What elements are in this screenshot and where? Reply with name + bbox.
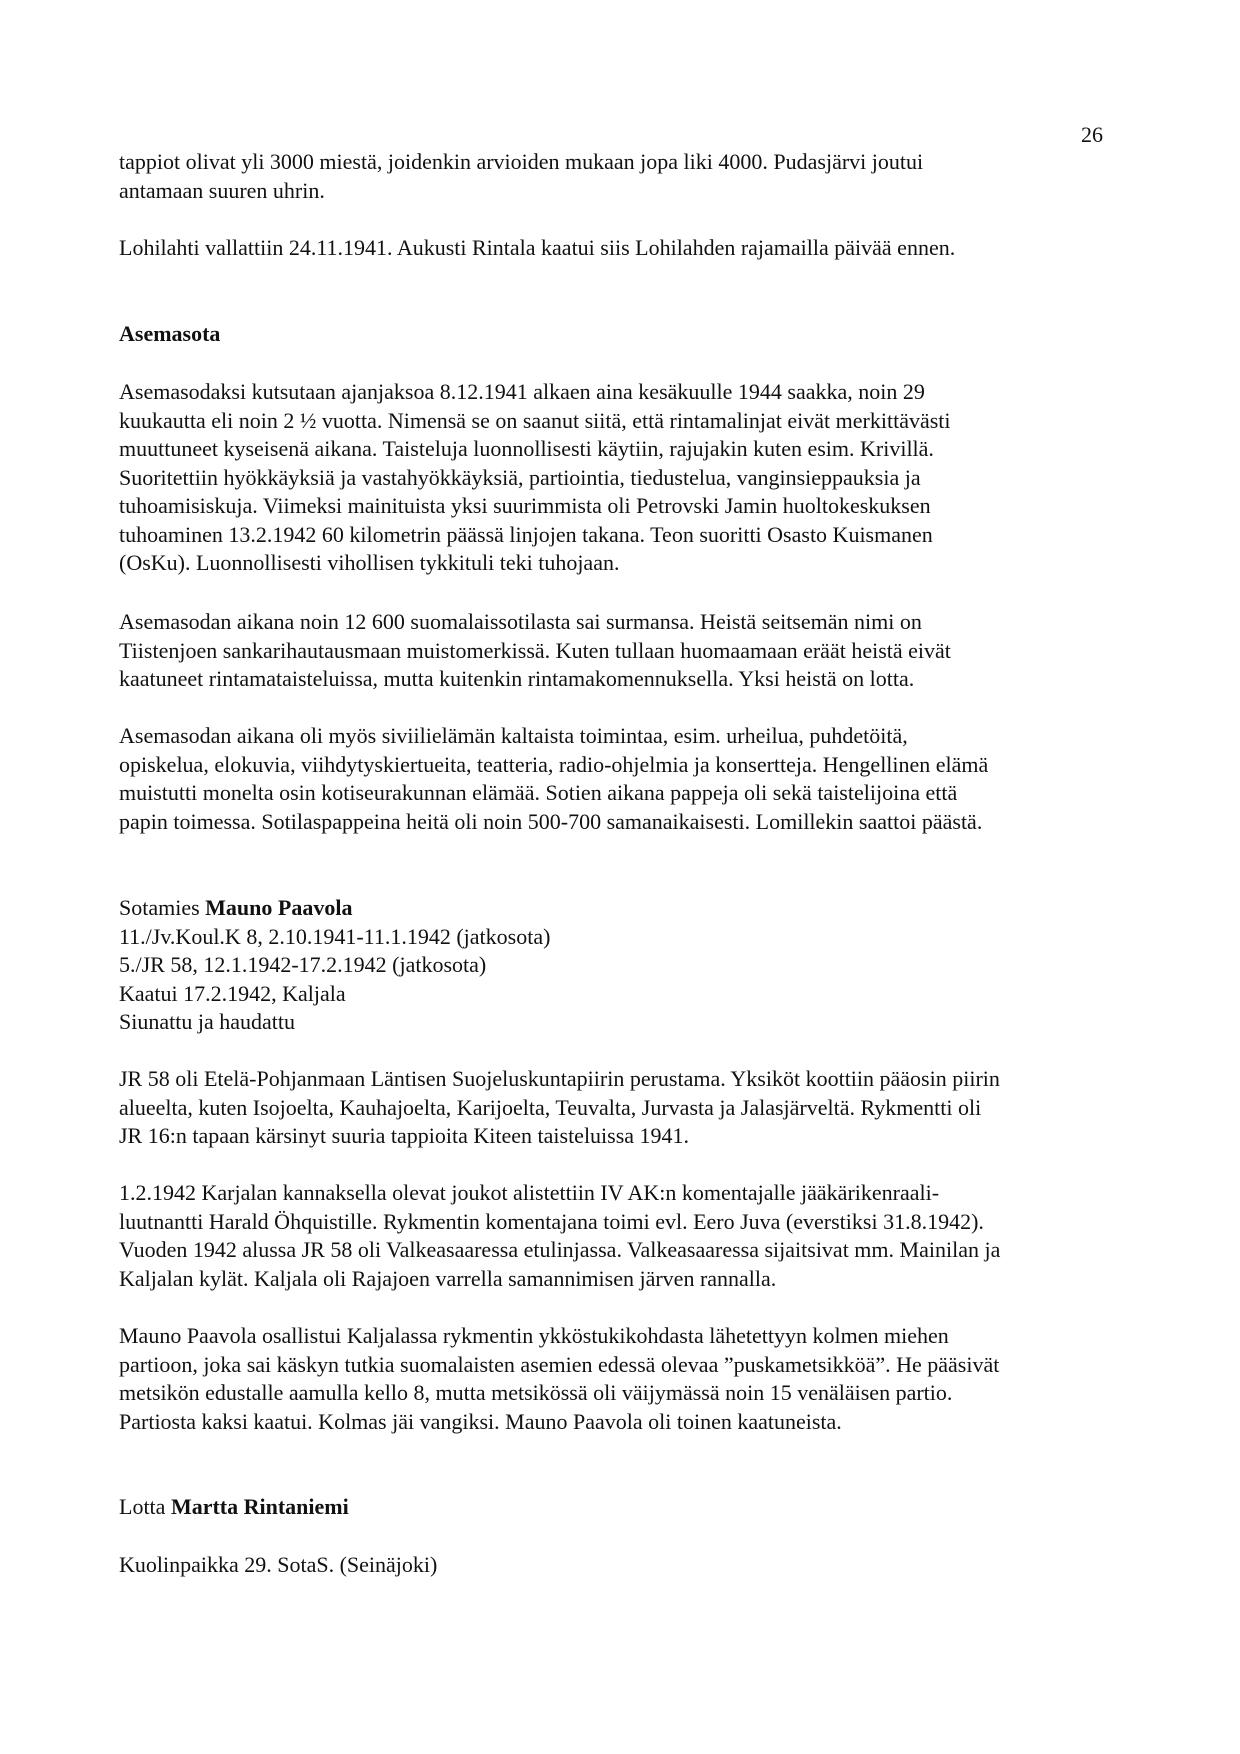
text-line: 1.2.1942 Karjalan kannaksella olevat joukot alistettiin IV AK:n komentajalle jääkärikenraali-	[119, 1180, 940, 1205]
text-line: alueelta, kuten Isojoelta, Kauhajoelta, Karijoelta, Teuvalta, Jurvasta ja Jalasjärveltä. Rykmentti oli	[119, 1094, 982, 1120]
soldier-detail: 5./JR 58, 12.1.1942-17.2.1942 (jatkosota)	[119, 952, 487, 977]
text-line: JR 16:n tapaan kärsinyt suuria tappioita Kiteen taisteluissa 1941.	[119, 1123, 690, 1148]
text-line: tappiot olivat yli 3000 miestä, joidenkin arvioiden mukaan jopa liki 4000. Pudasjärvi joutui	[119, 149, 924, 174]
text-line: partioon, joka sai käskyn tutkia suomalaisten asemien edessä olevaa ”puskametsikköä”. He pääsivät	[119, 1351, 1000, 1377]
text-line: muistutti monelta osin kotiseurakunnan elämää. Sotien aikana pappeja oli sekä taistelijoina että	[119, 780, 958, 805]
soldier-title	[119, 894, 550, 923]
soldier-detail: Siunattu ja haudattu	[119, 1009, 295, 1034]
intro-paragraph	[119, 148, 923, 205]
text-line: muuttuneet kyseisenä aikana. Taisteluja luonnollisesti käytiin, rajujakin kuten esim. Krivillä.	[119, 436, 934, 461]
paragraph-karjala	[119, 1179, 1000, 1293]
text-line: metsikön edustalle aamulla kello 8, mutta metsikössä oli väijymässä noin 15 venäläisen partio.	[119, 1380, 953, 1405]
text-line: Tiistenjoen sankarihautausmaan muistomerkissä. Kuten tullaan huomaamaan eräät heistä eivät	[119, 637, 951, 663]
text-line: Asemasodaksi kutsutaan ajanjaksoa 8.12.1941 alkaen aina kesäkuulle 1944 saakka, noin 29	[119, 379, 925, 404]
lotta-rank: Lotta	[119, 1494, 171, 1519]
text-line: luutnantti Harald Öhquistille. Rykmentin komentajana toimi evl. Eero Juva (everstiksi 31.8.1942).	[119, 1208, 984, 1234]
text-line: papin toimessa. Sotilaspappeina heitä oli noin 500-700 samanaikaisesti. Lomillekin saattoi päästä.	[119, 808, 983, 834]
section-heading: Asemasota	[119, 321, 221, 346]
paragraph-casualties	[119, 608, 951, 694]
text-line: Mauno Paavola osallistui Kaljalassa rykmentin ykköstukikohdasta lähetettyyn kolmen miehen	[119, 1323, 949, 1348]
text-line: Suoritettiin hyökkäyksiä ja vastahyökkäyksiä, partiointia, tiedustelua, vanginsieppauksia ja	[119, 464, 921, 490]
paragraph-jr58	[119, 1065, 1000, 1151]
text-line: Asemasodan aikana noin 12 600 suomalaissotilasta sai surmansa. Heistä seitsemän nimi on	[119, 609, 922, 634]
text-line: Kaljalan kylät. Kaljala oli Rajajoen varrella samannimisen järven rannalla.	[119, 1265, 777, 1291]
text-line: (OsKu). Luonnollisesti vihollisen tykkituli teki tuhojaan.	[119, 550, 620, 575]
paragraph-patrol	[119, 1322, 999, 1436]
text-line: tuhoaminen 13.2.1942 60 kilometrin päässä linjojen takana. Teon suoritti Osasto Kuismanen	[119, 521, 933, 547]
soldier-rank: Sotamies	[119, 895, 206, 920]
text-line: Vuoden 1942 alussa JR 58 oli Valkeasaaressa etulinjassa. Valkeasaaressa sijaitsivat mm. Mainilan ja	[119, 1237, 1001, 1262]
text-line: Asemasodan aikana oli myös siviilielämän kaltaista toimintaa, esim. urheilua, puhdetöitä,	[119, 723, 908, 748]
text-line: Partiosta kaksi kaatui. Kolmas jäi vangiksi. Mauno Paavola oli toinen kaatuneista.	[119, 1408, 842, 1434]
text-line: tuhoamisiskuja. Viimeksi mainituista yksi suurimmista oli Petrovski Jamin huoltokeskuksen	[119, 493, 931, 518]
lohilahti-paragraph: Lohilahti vallattiin 24.11.1941. Aukusti Rintala kaatui siis Lohilahden rajamailla päivää ennen.	[119, 235, 956, 260]
paragraph-asemasota-intro	[119, 378, 951, 578]
soldier-detail: 11./Jv.Koul.K 8, 2.10.1941-11.1.1942 (jatkosota)	[119, 923, 551, 949]
page-number: 26	[1081, 122, 1103, 147]
text-line: JR 58 oli Etelä-Pohjanmaan Läntisen Suojeluskuntapiirin perustama. Yksiköt koottiin pääosin piirin	[119, 1066, 1000, 1091]
lotta-title	[119, 1493, 349, 1522]
text-line: antamaan suuren uhrin.	[119, 177, 325, 203]
death-place: Kuolinpaikka 29. SotaS. (Seinäjoki)	[119, 1552, 438, 1577]
soldier-detail: Kaatui 17.2.1942, Kaljala	[119, 980, 346, 1006]
text-line: opiskelua, elokuvia, viihdytyskiertueita, teatteria, radio-ohjelmia ja konsertteja. Hengellinen elämä	[119, 751, 989, 777]
text-line: kaatuneet rintamataisteluissa, mutta kuitenkin rintamakomennuksella. Yksi heistä on lotta.	[119, 666, 915, 691]
lotta-name: Martta Rintaniemi	[170, 1494, 349, 1519]
soldier-name: Mauno Paavola	[205, 895, 353, 920]
paragraph-civilian-life	[119, 722, 988, 836]
text-line: kuukautta eli noin 2 ½ vuotta. Nimensä se on saanut siitä, että rintamalinjat eivät merkittävästi	[119, 407, 951, 433]
soldier-record	[119, 894, 550, 1037]
